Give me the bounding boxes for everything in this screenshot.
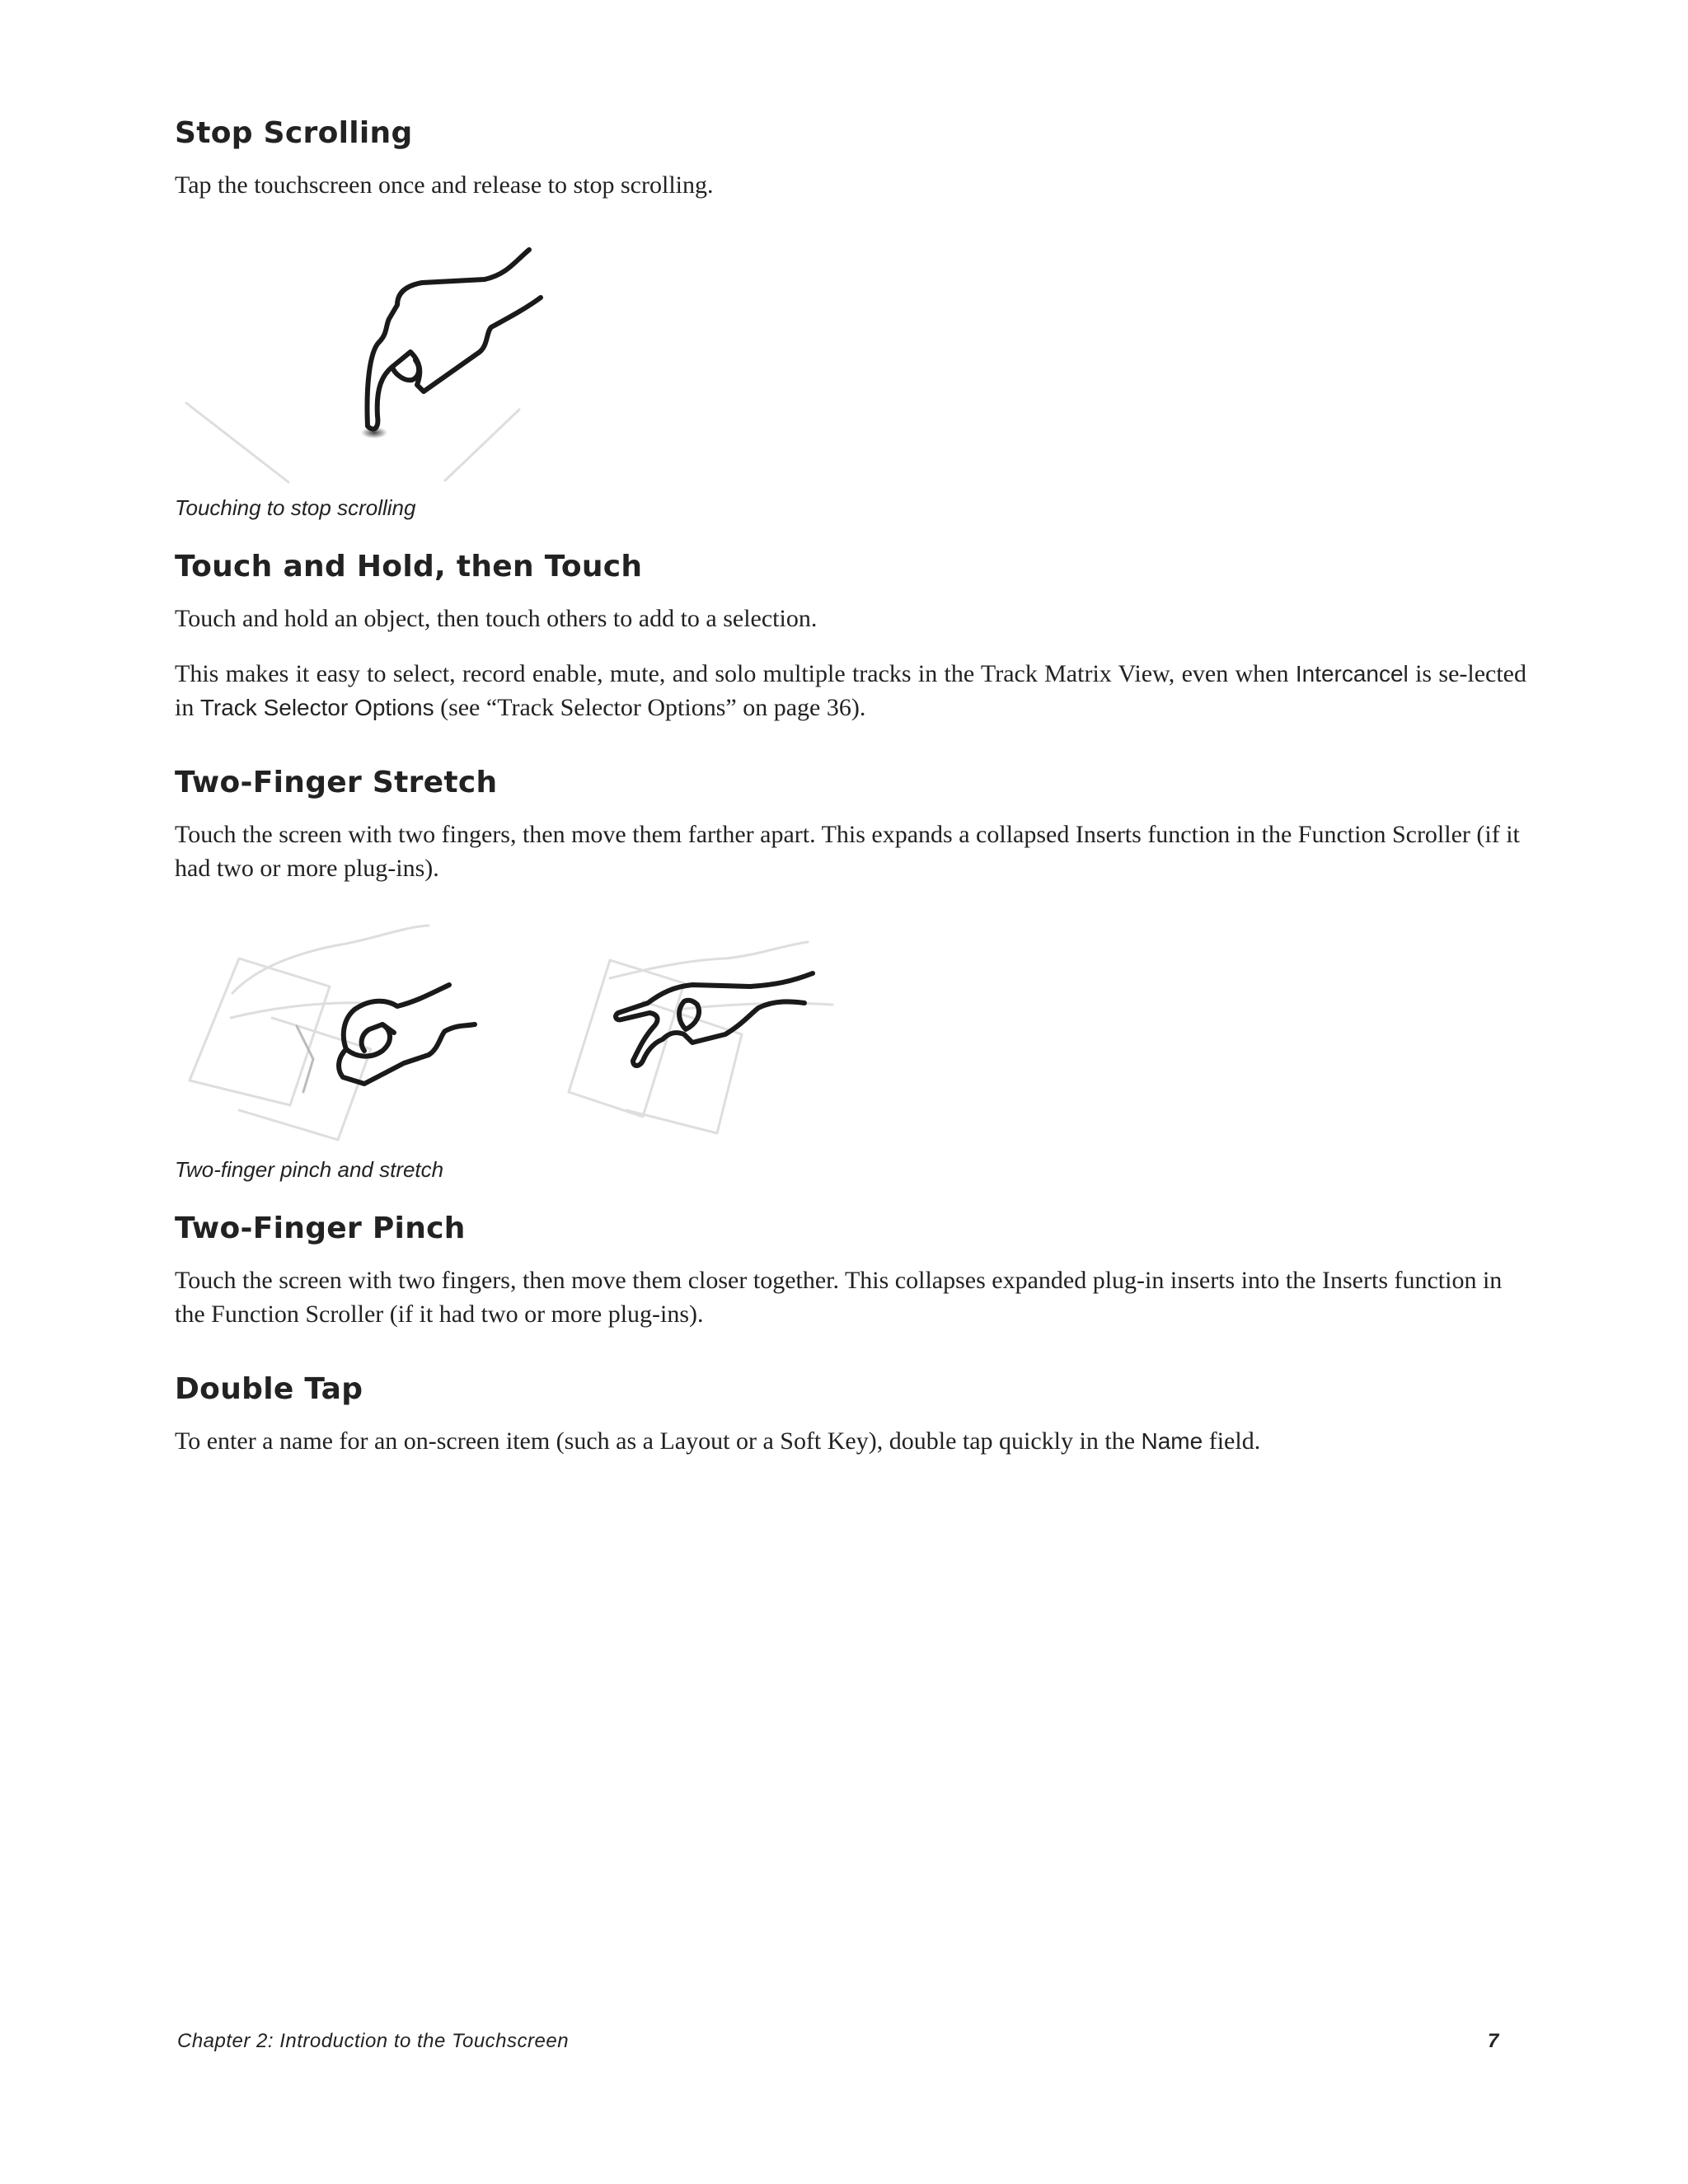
heading-two-finger-stretch: Two-Finger Stretch — [175, 766, 498, 799]
caption-touching-to-stop-scrolling: Touching to stop scrolling — [175, 495, 416, 520]
heading-double-tap: Double Tap — [175, 1372, 363, 1406]
heading-two-finger-pinch: Two-Finger Pinch — [175, 1212, 466, 1245]
heading-stop-scrolling: Stop Scrolling — [175, 116, 413, 150]
footer-page-number: 7 — [1488, 2030, 1499, 2052]
footer-chapter-title: Chapter 2: Introduction to the Touchscreen — [177, 2030, 570, 2052]
ui-term-track-selector-options: Track Selector Options — [199, 695, 434, 720]
paragraph-touch-and-hold: Touch and hold an object, then touch others to add to a selection. — [175, 605, 818, 632]
heading-touch-and-hold: Touch and Hold, then Touch — [175, 550, 643, 583]
two-finger-pinch-stretch-illustration — [181, 919, 857, 1150]
finger-tap-illustration — [181, 243, 552, 490]
paragraph-two-finger-stretch: Touch the screen with two fingers, then move them farther apart. This expands a collapsed Inserts function in the Function Scroller (if it had two or more plug-ins). — [175, 821, 1520, 882]
paragraph-track-matrix: This makes it easy to select, record enable, mute, and solo multiple tracks in the Track Matrix View, even when Intercancel is se-lected in Track Selector Options (see “Track Selector Options” on page 36). — [175, 660, 1526, 721]
paragraph-double-tap: To enter a name for an on-screen item (such as a Layout or a Soft Key), double tap quickly in the Name field. — [175, 1427, 1261, 1455]
paragraph-stop-scrolling: Tap the touchscreen once and release to stop scrolling. — [175, 171, 714, 199]
ui-term-intercancel: Intercancel — [1295, 661, 1409, 687]
ui-term-name: Name — [1141, 1428, 1203, 1454]
caption-two-finger-pinch-and-stretch: Two-finger pinch and stretch — [175, 1157, 444, 1182]
paragraph-two-finger-pinch: Touch the screen with two fingers, then move them closer together. This collapses expanded plug-in inserts into the Inserts function in the Function Scroller (if it had two or more plug-ins). — [175, 1267, 1503, 1328]
